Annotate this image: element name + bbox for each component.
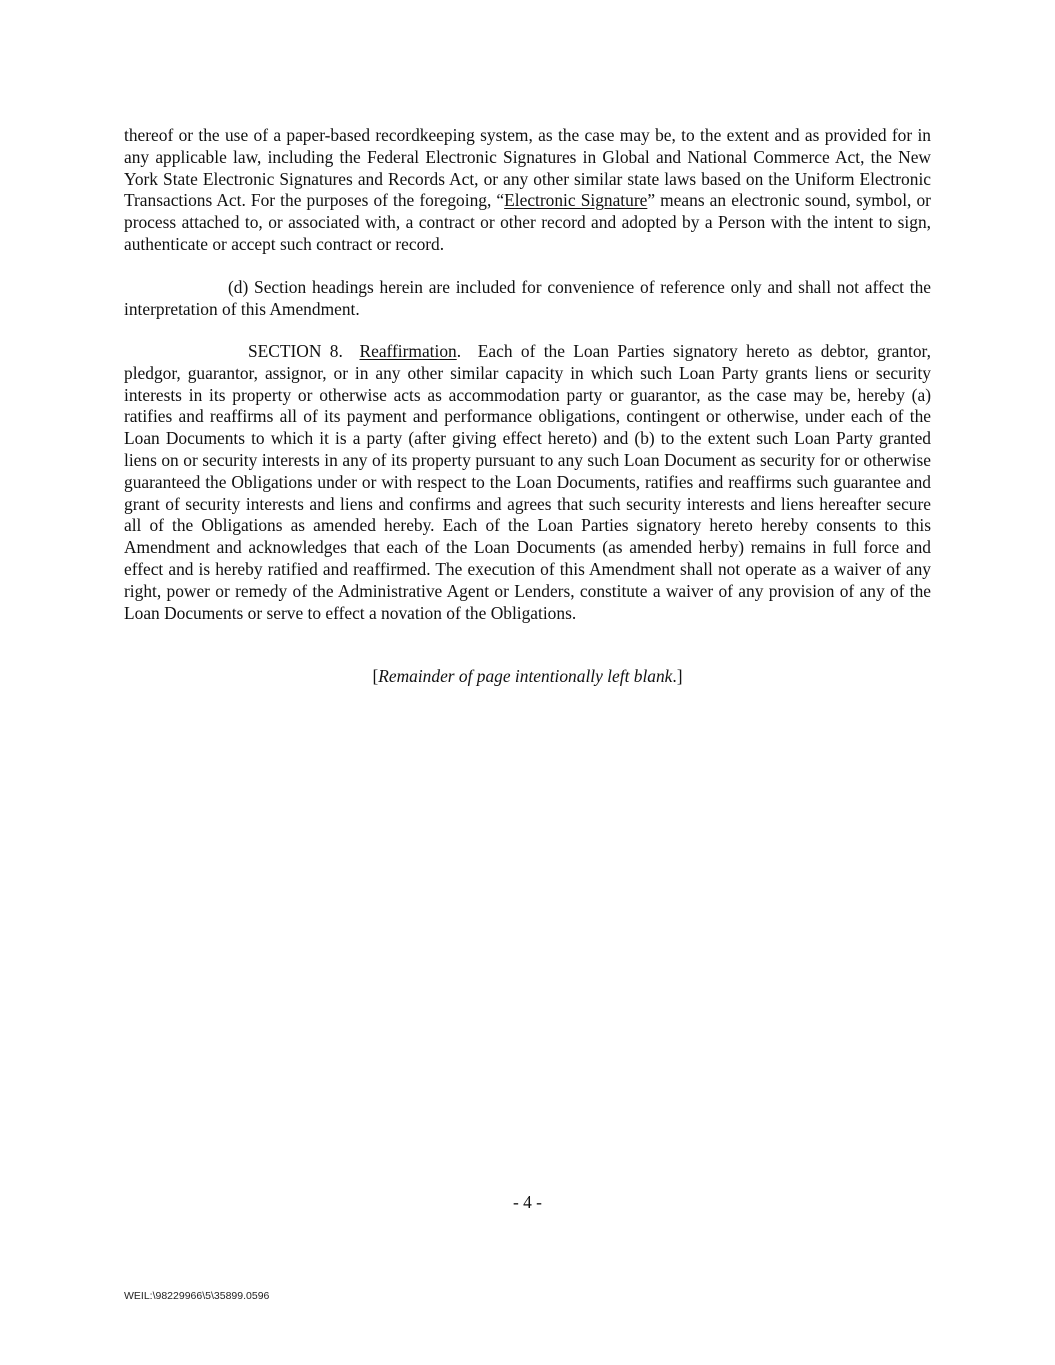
document-id: WEIL:\98229966\5\35899.0596 [124, 1290, 270, 1302]
remainder-text: Remainder of page intentionally left blank [378, 666, 673, 686]
section-8-number: SECTION 8. [248, 341, 343, 361]
paragraph-c-text-before: thereof or the use of a paper-based recordkeeping system, as the case may be, to the extent and as provided for in any applicable law, including the Federal Electronic Signatures in Global and National Commerce Act, the New York State Electronic Signatures and Records Act, or any other similar state laws based on the Uniform Electronic Transactions Act. For the purposes of the foregoing, “ [124, 125, 931, 211]
section-8-body: Each of the Loan Parties signatory hereto as debtor, grantor, pledgor, guarantor, assignor, or in any other similar capacity in which such Loan Party grants liens or security interests in its property or otherwise acts as accommodation party or guarantor, as the case may be, hereby (a) ratifies and reaffirms all of its payment and performance obligations, contingent or otherwise, under each of the Loan Documents to which it is a party (after giving effect hereto) and (b) to the extent such Loan Party granted liens on or security interests in any of its property pursuant to any such Loan Document as security for or otherwise guaranteed the Obligations under or with respect to the Loan Documents, ratifies and reaffirms such guarantee and grant of security interests and liens and confirms and agrees that such security interests and liens hereafter secure all of the Obligations as amended hereby. Each of the Loan Parties signatory hereto hereby consents to this Amendment and acknowledges that each of the Loan Documents (as amended herby) remains in full force and effect and is hereby ratified and reaffirmed. The execution of this Amendment shall not operate as a waiver of any right, power or remedy of the Administrative Agent or Lenders, constitute a waiver of any provision of any of the Loan Documents or serve to effect a novation of the Obligations. [124, 341, 931, 623]
paragraph-c-text-after: ” means an electronic sound, symbol, or process attached to, or associated with, a contract or other record and adopted by a Person with the intent to sign, authenticate or accept such contract or record. [124, 190, 931, 254]
paragraph-c-continuation [124, 125, 931, 256]
paragraph-d: (d) Section headings herein are included for convenience of reference only and shall not affect the interpretation of this Amendment. [124, 277, 931, 319]
defined-term-electronic-signature: Electronic Signature [504, 190, 648, 211]
remainder-close-bracket: .] [672, 666, 683, 686]
section-8-heading: Reaffirmation [359, 341, 457, 361]
remainder-notice [124, 666, 931, 688]
page-number: - 4 - [513, 1192, 542, 1212]
section-8-paragraph [124, 341, 931, 624]
section-8-heading-punct: . [456, 341, 462, 361]
remainder-open-bracket: [ [372, 666, 379, 686]
